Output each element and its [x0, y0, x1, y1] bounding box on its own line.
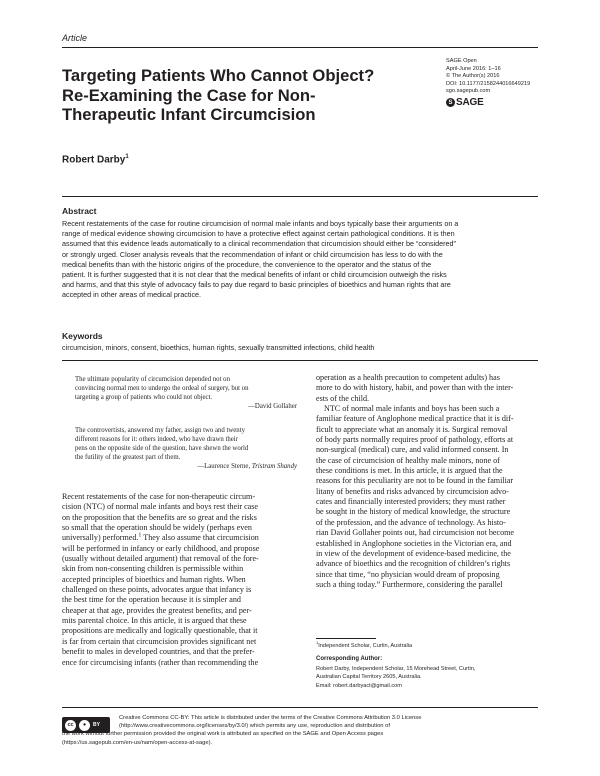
keywords-list: circumcision, minors, consent, bioethics, human rights, sexually transmitted infections, child health: [62, 343, 375, 352]
journal-name: SAGE Open: [446, 58, 477, 64]
body-line: litany of benefits and risks advanced by circumcision advo-: [316, 486, 509, 496]
body-line: mits parental choice. In this article, it is argued that these: [62, 616, 247, 626]
abstract-line: and harms, and that this style of advocacy fails to pay due regard to basic principles of bioethics and human rights that are: [62, 280, 451, 290]
sage-wordmark: SAGE: [456, 97, 484, 108]
author-text: Robert Darby: [62, 154, 126, 166]
body-line: NTC of normal male infants and boys has been such a: [324, 404, 500, 414]
body-line: ficult to appreciate what an anomaly it is. Surgical removal: [316, 424, 508, 434]
body-line: familiar feature of Anglophone medical practice that it is dif-: [316, 414, 514, 424]
body-line: Recent restatements of the case for non-therapeutic circum-: [62, 492, 256, 501]
body-line: is far from certain that circumcision provides significant net: [62, 636, 257, 646]
corresponding-line: Robert Darby, Independent Scholar, 15 Morehead Street, Curtin,: [316, 666, 476, 672]
keywords-heading: Keywords: [62, 331, 103, 341]
journal-meta: [446, 58, 530, 96]
body-line: reasons for this peculiarity are not to be found in the familiar: [316, 476, 514, 486]
corresponding-author-heading: Corresponding Author:: [316, 656, 383, 662]
body-line: such a thing today.” Furthermore, considering the parallel: [316, 579, 503, 589]
body-line: since that time, “no physician would dream of proposing: [316, 569, 500, 579]
sage-logo: [446, 97, 484, 108]
journal-url[interactable]: sgo.sagepub.com: [446, 88, 491, 95]
epigraph-line: The ultimate popularity of circumcision depended not on: [75, 376, 230, 383]
body-line: benefit to males in developed countries, and that the prefer-: [62, 647, 255, 657]
body-line: of body parts normally requires proof of pathology, efforts at: [316, 435, 514, 445]
abstract-line: assumed that this evidence leads automatically to a clinical recommendation that circumcision should either be “considered”: [62, 239, 456, 249]
corresponding-line: Australian Capital Territory 2605, Australia.: [316, 674, 422, 681]
body-line: rian David Gollaher points out, had circumcision not become: [316, 528, 515, 538]
abstract-line: range of medical evidence showing circumcision to have a protective effect against certain pathological conditions. It is then: [62, 229, 455, 239]
article-title: [62, 66, 422, 125]
abstract-line: accepted in other areas of medical practice.: [62, 290, 202, 300]
license-line: the work without further permission provided the original work is attributed as specified on the SAGE and Open Access pages: [62, 731, 384, 738]
epigraph-attribution: —David Gollaher: [248, 403, 297, 411]
body-line: challenged on these points, advocates argue that infancy is: [62, 585, 252, 595]
author-name: [62, 154, 129, 165]
body-line: more to do with history, habit, and power than with the inter-: [316, 383, 514, 393]
sage-s-icon: S: [446, 98, 455, 107]
journal-issue: April-June 2016: 1–16: [446, 65, 501, 72]
author-affil-mark: 1: [125, 154, 129, 160]
footnote-ref[interactable]: 1: [138, 532, 142, 539]
license-text: [62, 714, 538, 747]
keywords-rule: [62, 360, 538, 361]
body-line: in view of the development of evidence-based medicine, the: [316, 548, 511, 558]
epigraph-line: The controvertists, answered my father, assign two and twenty: [75, 427, 245, 434]
corresponding-email[interactable]: Email: robert.darbyact@gmail.com: [316, 682, 402, 689]
epigraph-gollaher: [75, 375, 297, 411]
abstract-line: or strongly urged. Closer analysis reveals that the recommendation of infant or child circumcision has less to do with the: [62, 249, 443, 259]
abstract-heading: Abstract: [62, 206, 97, 216]
body-line: the best time for the operation because it is simpler and: [62, 595, 241, 605]
epigraph-line: pens on the opposite side of the question, have shewn the world: [75, 445, 249, 453]
body-line: accepted principles of bioethics and human rights. When: [62, 574, 246, 584]
body-line: of the profession, and the advance of technology. As histo-: [316, 517, 506, 527]
body-line: on the proposition that the benefits are so great and the risks: [62, 512, 257, 522]
body-line: propositions are medically and logically questionable, that it: [62, 626, 258, 636]
body-right-column: [316, 373, 540, 590]
body-line: ence for circumcising infants (rather than recommending the: [62, 657, 259, 667]
body-line: cheaper at that age, provides the greatest benefits, and per-: [62, 605, 252, 615]
epigraph-attribution: —Laurence Sterne, Tristram Shandy: [197, 463, 297, 471]
abstract-line: medical benefits than with the historic origins of the procedure, the convenience to the operator and the status of the: [62, 259, 432, 269]
section-label: Article: [62, 33, 88, 43]
body-line: established in Anglophone societies in the Victorian era, and: [316, 538, 512, 548]
epigraph-line: convincing normal men to undergo the ordeal of surgery, but on: [75, 385, 249, 393]
cc-icon: cc: [65, 720, 76, 731]
license-link[interactable]: (https://us.sagepub.com/en-us/nam/open-access-at-sage).: [62, 739, 213, 746]
body-line: will be performed in infancy or early childhood, and propose: [62, 543, 260, 553]
license-link[interactable]: (http://www.creativecommons.org/licenses/by/3.0/) which permits any use, reproduction and distribution of: [119, 723, 390, 730]
header-rule: [62, 47, 538, 48]
abstract-body: [62, 219, 538, 301]
body-line: universally) performed.$^1$ They also assume that circumcision: [62, 532, 259, 543]
by-icon: ●: [79, 720, 90, 731]
title-line: Therapeutic Infant Circumcision: [62, 105, 316, 124]
epigraph-work-title: Tristram Shandy: [251, 463, 297, 471]
body-line: the case of circumcision of healthy male minors, none of: [316, 455, 500, 465]
body-line: cates and financially interested providers; they must rather: [316, 497, 506, 507]
copyright: © The Author(s) 2016: [446, 73, 500, 80]
body-line: non-surgical (medical) cure, and valid informed consent. In: [316, 445, 509, 455]
footnote-rule: [316, 638, 376, 639]
affiliation-mark: 1: [316, 640, 319, 645]
epigraph-sterne: [75, 426, 297, 471]
title-line: Targeting Patients Who Cannot Object?: [62, 66, 375, 85]
title-line: Re-Examining the Case for Non-: [62, 85, 316, 105]
abstract-line: patient. It is further suggested that it is not clear that the medical benefits of infant or child circumcision outweigh the risks: [62, 270, 447, 280]
body-line: advance of bioethics and the recognition of children’s rights: [316, 559, 511, 569]
epigraph-line: the futility of the greatest part of them.: [75, 454, 181, 462]
body-left-column: [62, 492, 302, 668]
by-label: BY: [93, 722, 100, 728]
body-line: be sought in the history of medical knowledge, the structure: [316, 507, 511, 517]
doi[interactable]: DOI: 10.1177/2158244016649219: [446, 80, 531, 87]
body-line: so small that the operation should be widely (perhaps even: [62, 523, 252, 533]
epigraph-line: targeting a group of patients who could not object.: [75, 394, 213, 402]
abstract-line: Recent restatements of the case for routine circumcision of normal male infants and boys typically base their arguments on a: [62, 219, 459, 228]
body-line: operation as a health precaution to competent adults) has: [316, 373, 500, 382]
epigraph-line: different reasons for it: others indeed, who have drawn their: [75, 436, 238, 444]
body-line: cision (NTC) of normal male infants and boys rest their case: [62, 502, 258, 512]
corresponding-author-details: [316, 665, 475, 690]
body-line: these conditions is met. In this article, it is argued that the: [316, 466, 503, 476]
license-rule: [62, 707, 538, 708]
body-line: (usually without detailed argument) that removal of the fore-: [62, 554, 259, 564]
abstract-rule: [62, 196, 538, 197]
body-line: ests of the child.: [316, 393, 370, 403]
body-line: skin from non-consenting children is permissible within: [62, 564, 244, 574]
license-line: Creative Commons CC-BY: This article is distributed under the terms of the Creative Commons Attribution 3.0 License: [119, 715, 422, 721]
affiliation-note: $^1$Independent Scholar, Curtin, Australia: [316, 640, 413, 649]
